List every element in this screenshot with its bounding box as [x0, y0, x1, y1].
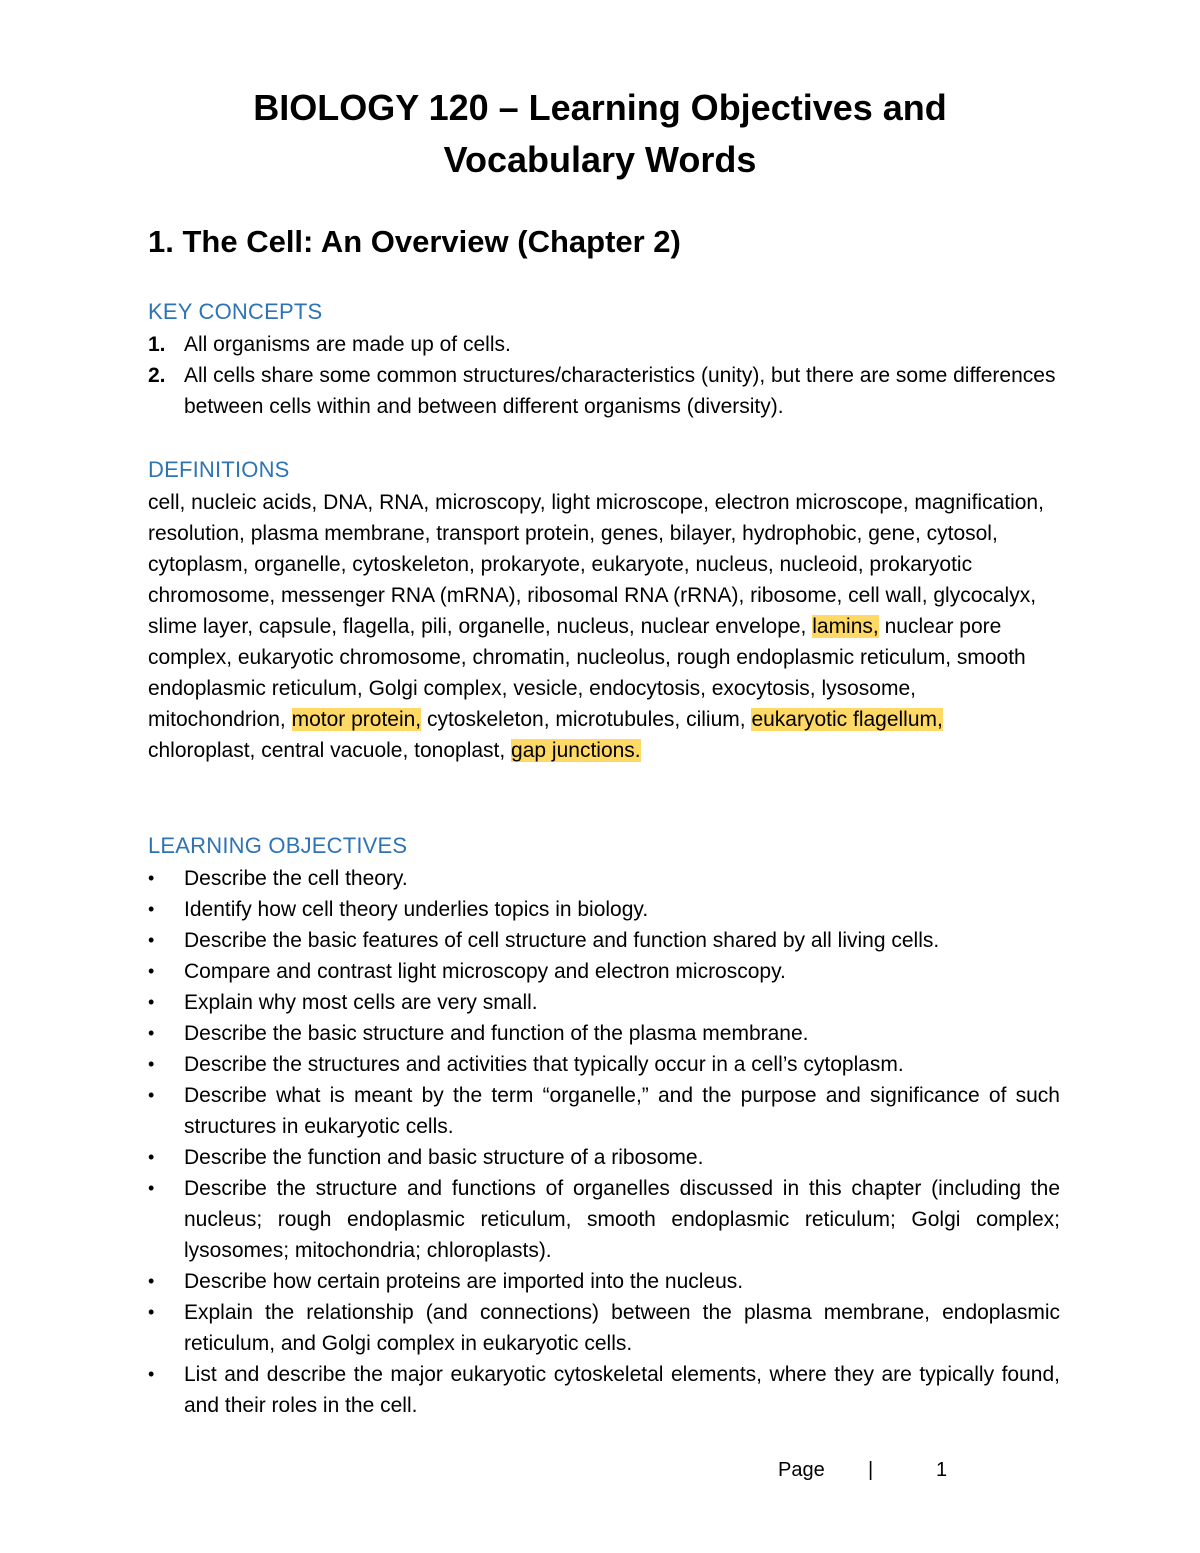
objective-text: Describe the structure and functions of organelles discussed in this chapter (including the nucleus; rough endoplasmic reticulum, smooth endoplasmic reticulum; Golgi complex; lysosomes; mitochondria; chloroplasts).: [184, 1177, 1060, 1262]
highlighted-term: lamins,: [812, 615, 879, 638]
bullet-icon: •: [148, 1302, 155, 1322]
objective-item: [148, 894, 1060, 925]
highlighted-term: motor protein,: [291, 708, 422, 731]
key-concepts-label: KEY CONCEPTS: [148, 299, 323, 324]
key-concept-text: All cells share some common structures/characteristics (unity), but there are some differences between cells within and between different organisms (diversity).: [184, 364, 1056, 418]
objective-item: [148, 863, 1060, 894]
bullet-icon: •: [148, 1271, 155, 1291]
bullet-icon: •: [148, 868, 155, 888]
objective-text: Describe the structures and activities that typically occur in a cell’s cytoplasm.: [184, 1053, 904, 1076]
bullet-icon: •: [148, 1023, 155, 1043]
definitions-paragraph: [148, 487, 1053, 766]
key-concept-text: All organisms are made up of cells.: [184, 333, 511, 356]
objective-item: [148, 1142, 1060, 1173]
bullet-icon: •: [148, 1178, 155, 1198]
highlighted-term: eukaryotic flagellum,: [751, 708, 943, 731]
learning-objectives-label: LEARNING OBJECTIVES: [148, 833, 408, 858]
bullet-icon: •: [148, 1054, 155, 1074]
objective-text: Describe the basic features of cell structure and function shared by all living cells.: [184, 929, 940, 952]
title-line-2: Vocabulary Words: [443, 139, 757, 180]
objective-text: List and describe the major eukaryotic cytoskeletal elements, where they are typically found, and their roles in the cell.: [184, 1363, 1060, 1417]
bullet-icon: •: [148, 1085, 155, 1105]
definitions-text: cell, nucleic acids, DNA, RNA, microscopy, light microscope, electron microscope, magnification, resolution, plasma membrane, transport protein, genes, bilayer, hydrophobic, gene, cytosol, cytoplasm, organelle, cytoskeleton, prokaryote, eukaryote, nucleus, nucleoid, prokaryotic chromosome, messenger RNA (mRNA), ribosomal RNA (rRNA), ribosome, cell wall, glycocalyx, slime layer, capsule, flagella, pili, organelle, nucleus, nuclear envelope,: [148, 491, 1044, 638]
objective-text: Describe how certain proteins are imported into the nucleus.: [184, 1270, 744, 1293]
key-concept-number: 1.: [148, 333, 166, 356]
objective-item: [148, 1080, 1060, 1142]
key-concept-number: 2.: [148, 364, 166, 387]
objective-item: [148, 1049, 1060, 1080]
key-concepts-list: [148, 329, 1068, 422]
bullet-icon: •: [148, 961, 155, 981]
page-label: Page: [778, 1459, 825, 1481]
objective-item: [148, 1173, 1060, 1266]
key-concept-item: [148, 329, 1068, 360]
bullet-icon: •: [148, 899, 155, 919]
title-line-1: BIOLOGY 120 – Learning Objectives and: [253, 87, 947, 128]
page-separator: |: [868, 1459, 874, 1481]
definitions-text: cytoskeleton, microtubules, cilium,: [421, 708, 752, 731]
objective-item: [148, 1297, 1060, 1359]
objective-text: Compare and contrast light microscopy and electron microscopy.: [184, 960, 786, 983]
objective-item: [148, 987, 1060, 1018]
objective-text: Describe the function and basic structure of a ribosome.: [184, 1146, 704, 1169]
objective-item: [148, 1018, 1060, 1049]
definitions-text: chloroplast, central vacuole, tonoplast,: [148, 739, 512, 762]
key-concept-item: [148, 360, 1068, 422]
highlighted-term: gap junctions.: [511, 739, 641, 762]
objective-item: [148, 1266, 1060, 1297]
objective-text: Explain the relationship (and connections) between the plasma membrane, endoplasmic reticulum, and Golgi complex in eukaryotic cells.: [184, 1301, 1060, 1355]
bullet-icon: •: [148, 992, 155, 1012]
definitions-text: nuclear pore complex, eukaryotic chromosome, chromatin, nucleolus, rough endoplasmic reticulum, smooth endoplasmic reticulum, Golgi complex, vesicle, endocytosis, exocytosis, lysosome, mitochondrion,: [148, 615, 1026, 731]
chapter-heading: 1. The Cell: An Overview (Chapter 2): [148, 224, 681, 259]
objective-text: Explain why most cells are very small.: [184, 991, 538, 1014]
definitions-label: DEFINITIONS: [148, 457, 290, 482]
bullet-icon: •: [148, 1147, 155, 1167]
objective-item: [148, 956, 1060, 987]
objective-item: [148, 925, 1060, 956]
objective-text: Describe what is meant by the term “organelle,” and the purpose and significance of such structures in eukaryotic cells.: [184, 1084, 1060, 1138]
bullet-icon: •: [148, 930, 155, 950]
learning-objectives-list: [148, 863, 1060, 1421]
objective-text: Identify how cell theory underlies topics in biology.: [184, 898, 649, 921]
objective-text: Describe the basic structure and function of the plasma membrane.: [184, 1022, 809, 1045]
document-title: [0, 82, 1200, 186]
objective-item: [148, 1359, 1060, 1421]
page-number: 1: [936, 1459, 948, 1481]
objective-text: Describe the cell theory.: [184, 867, 408, 890]
bullet-icon: •: [148, 1364, 155, 1384]
